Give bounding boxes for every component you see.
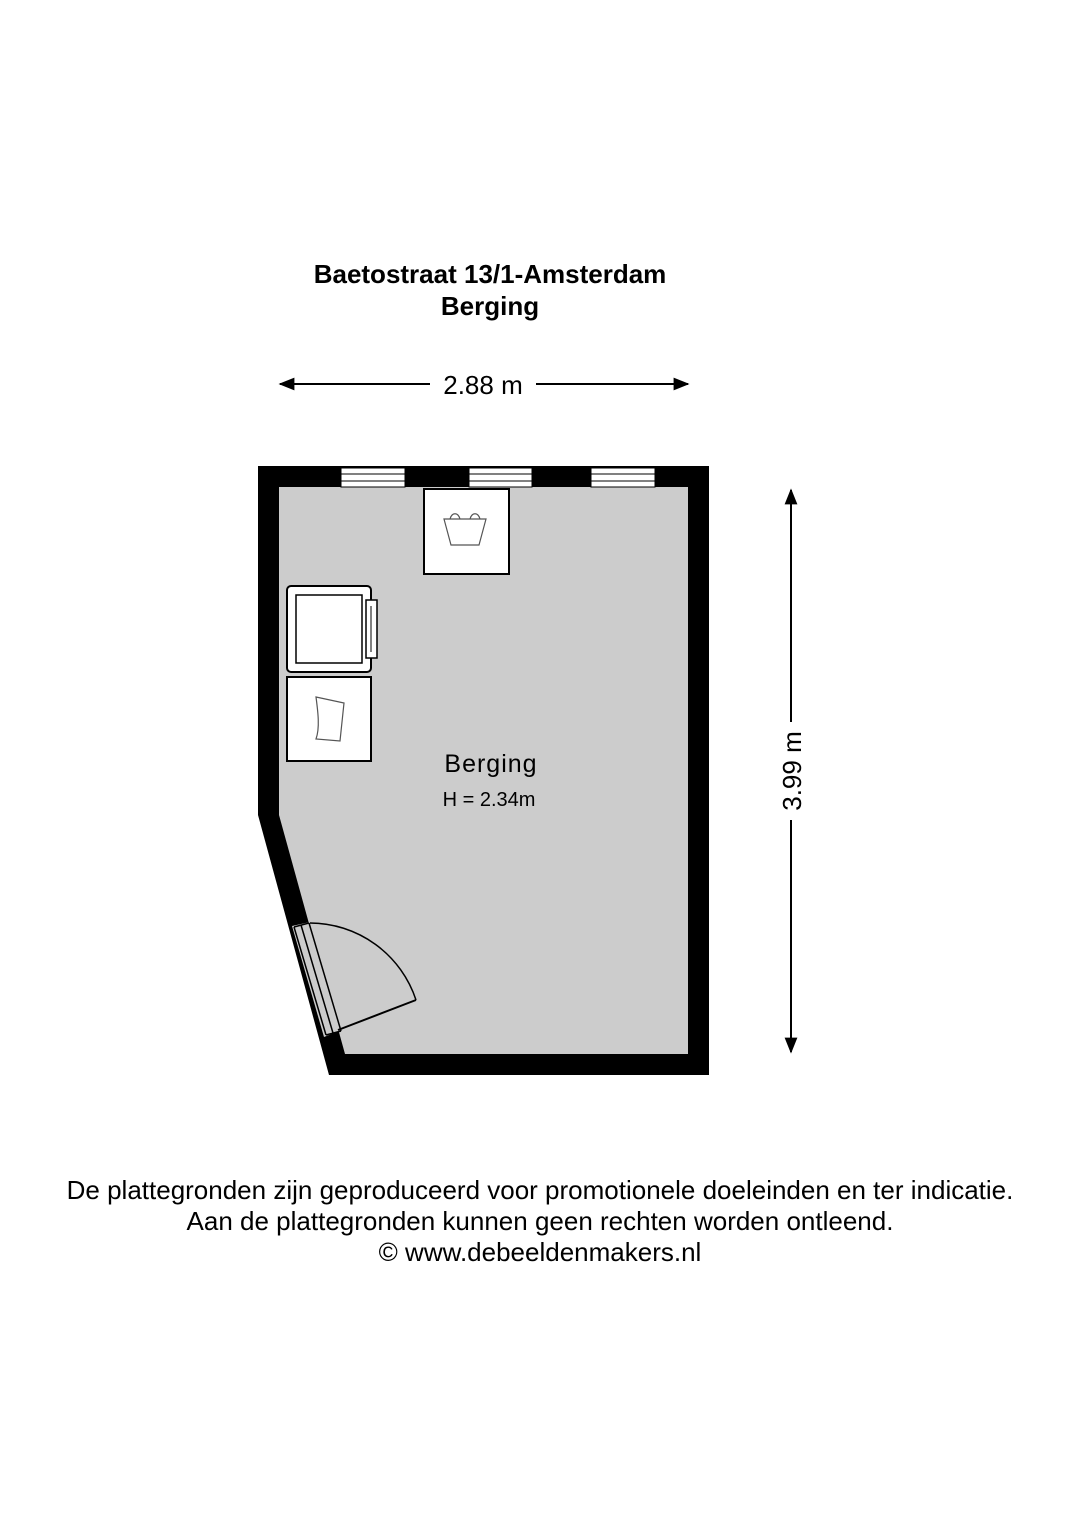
room-name: Berging xyxy=(444,750,538,778)
copyright-line: © www.debeeldenmakers.nl xyxy=(378,1237,702,1267)
washing-machine-icon xyxy=(287,586,377,672)
depth-dimension xyxy=(777,490,807,1052)
washbasin-icon xyxy=(424,489,509,574)
plan-address: Baetostraat 13/1-Amsterdam xyxy=(313,259,667,289)
window-icon xyxy=(341,468,405,487)
room-height: H = 2.34m xyxy=(442,789,536,811)
width-label: 2.88 m xyxy=(443,370,523,400)
width-dimension xyxy=(280,370,688,400)
plan-floor-name: Berging xyxy=(440,291,540,321)
disclaimer-line-2: Aan de plattegronden kunnen geen rechten worden ontleend. xyxy=(186,1206,894,1236)
depth-label: 3.99 m xyxy=(777,731,807,811)
window-icon xyxy=(469,468,532,487)
window-icon xyxy=(591,468,655,487)
dryer-icon xyxy=(287,677,371,761)
disclaimer-line-1: De plattegronden zijn geproduceerd voor promotionele doeleinden en ter indicatie. xyxy=(66,1175,1014,1205)
